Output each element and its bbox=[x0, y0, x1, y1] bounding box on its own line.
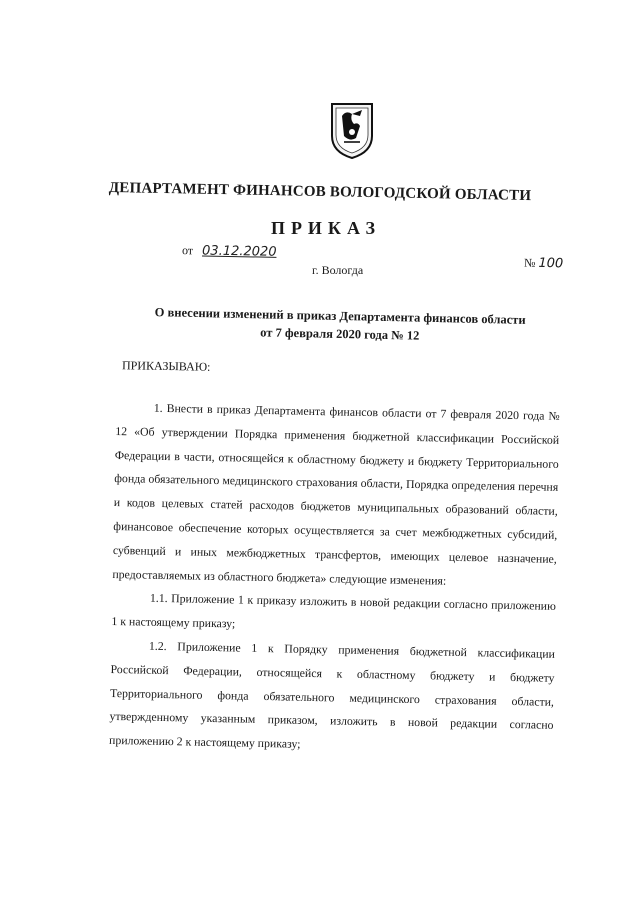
order-body bbox=[109, 396, 560, 762]
vologda-oblast-coat-of-arms-icon bbox=[330, 102, 374, 160]
paragraph-1-1: 1.1. Приложение 1 к приказу изложить в новой редакции согласно приложению 1 к настоящему приказу; bbox=[111, 591, 557, 631]
title-line-1: О внесении изменений в приказ Департамента финансов области bbox=[154, 305, 526, 327]
order-date bbox=[182, 243, 277, 260]
date-value: 03.12.2020 bbox=[201, 243, 277, 260]
number-value: 100 bbox=[538, 255, 564, 272]
paragraph-1: 1. Внести в приказ Департамента финансов области от 7 февраля 2020 года № 12 «Об утверждении Порядка применения бюджетной классификации Российской Федерации в части, относящейся к областному бюджету и бюджету Территориального фонда обязательного медицинского страхования области, Порядка определения перечня и кодов целевых статей расходов бюджетов муниципальных образований области, финансовое обеспечение которых осуществляется за счет межбюджетных субсидий, субвенций и иных межбюджетных трансфертов, имеющих целевое назначение, предоставляемых из областного бюджета» следующие изменения: bbox=[112, 400, 560, 588]
title-line-2: от 7 февраля 2020 года № 12 bbox=[260, 325, 420, 343]
order-title bbox=[150, 303, 531, 347]
order-verb: ПРИКАЗЫВАЮ: bbox=[121, 358, 211, 374]
date-label: от bbox=[181, 243, 194, 258]
city: г. Вологда bbox=[312, 263, 364, 277]
document-type: ПРИКАЗ bbox=[270, 218, 382, 238]
department-name: ДЕПАРТАМЕНТ ФИНАНСОВ ВОЛОГОДСКОЙ ОБЛАСТИ bbox=[108, 179, 532, 205]
paragraph-1-2: 1.2. Приложение 1 к Порядку применения бюджетной классификации Российской Федерации, относящейся к областному бюджету и бюджету Территориального фонда обязательного медицинского страхования области, утвержденному указанным приказом, изложить в новой редакции согласно приложению 2 к настоящему приказу; bbox=[108, 638, 556, 751]
order-number bbox=[524, 256, 564, 272]
number-label: № bbox=[523, 255, 536, 270]
